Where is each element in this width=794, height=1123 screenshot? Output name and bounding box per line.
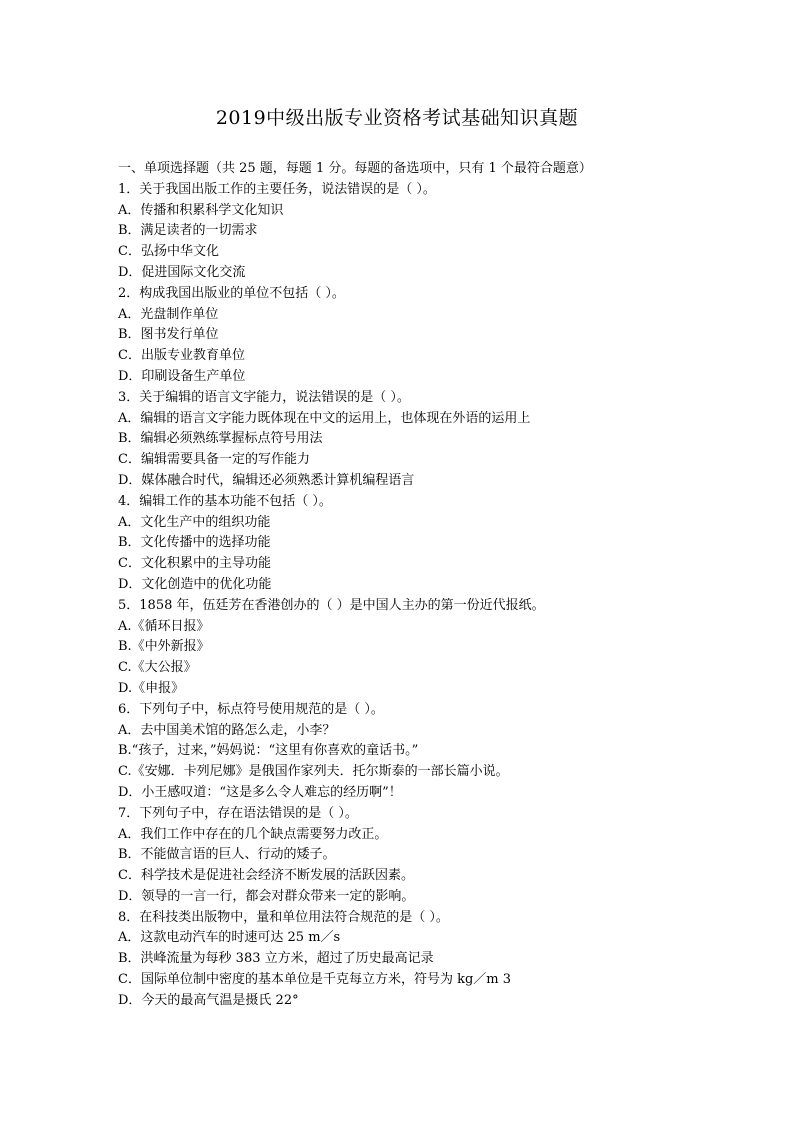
question-line: B.《中外新报》 bbox=[118, 639, 210, 655]
question-line: D．小王感叹道：“这是多么令人难忘的经历啊”！ bbox=[118, 784, 402, 800]
question-line: A．去中国美术馆的路怎么走，小李？ bbox=[118, 722, 336, 738]
question-line: 1．关于我国出版工作的主要任务，说法错误的是（ ）。 bbox=[118, 181, 436, 197]
question-line: B．满足读者的一切需求 bbox=[118, 223, 258, 239]
question-line: A．编辑的语言文字能力既体现在中文的运用上，也体现在外语的运用上 bbox=[118, 410, 531, 426]
question-line: B．文化传播中的选择功能 bbox=[118, 535, 271, 551]
question-line: 8．在科技类出版物中，量和单位用法符合规范的是（ ）。 bbox=[118, 909, 449, 925]
question-line: C．出版专业教育单位 bbox=[118, 348, 245, 364]
question-line: B．编辑必须熟练掌握标点符号用法 bbox=[118, 431, 323, 447]
question-line: A.《循环日报》 bbox=[118, 618, 210, 634]
question-line: C．文化积累中的主导功能 bbox=[118, 556, 271, 572]
question-line: 3．关于编辑的语言文字能力，说法错误的是（ ）。 bbox=[118, 389, 410, 405]
question-line: 6．下列句子中，标点符号使用规范的是（ ）。 bbox=[118, 701, 384, 717]
question-line: B.“孩子，过来，”妈妈说：“这里有你喜欢的童话书。” bbox=[118, 743, 419, 759]
section-heading: 一、单项选择题（共 25 题，每题 1 分。每题的备选项中，只有 1 个最符合题意） bbox=[118, 161, 592, 176]
question-line: D．印刷设备生产单位 bbox=[118, 368, 246, 384]
question-line: A．我们工作中存在的几个缺点需要努力改正。 bbox=[118, 826, 388, 842]
question-line: C．弘扬中华文化 bbox=[118, 244, 219, 260]
question-line: A．文化生产中的组织功能 bbox=[118, 514, 271, 530]
question-line: C．编辑需要具备一定的写作能力 bbox=[118, 452, 310, 468]
question-line: C．国际单位制中密度的基本单位是千克每立方米，符号为 kg／m 3 bbox=[118, 972, 512, 988]
question-line: B．不能做言语的巨人、行动的矮子。 bbox=[118, 847, 336, 863]
question-line: C．科学技术是促进社会经济不断发展的活跃因素。 bbox=[118, 868, 414, 884]
document-title: 2019中级出版专业资格考试基础知识真题 bbox=[215, 107, 579, 129]
question-line: B．洪峰流量为每秒 383 立方米，超过了历史最高记录 bbox=[118, 951, 434, 967]
question-line: 5．1858 年，伍廷芳在香港创办的（ ）是中国人主办的第一份近代报纸。 bbox=[118, 597, 545, 613]
question-list bbox=[118, 159, 758, 1012]
question-line: A．这款电动汽车的时速可达 25 m／s bbox=[118, 930, 341, 946]
question-line: 7．下列句子中，存在语法错误的是（ ）。 bbox=[118, 805, 358, 821]
question-line: D．媒体融合时代，编辑还必须熟悉计算机编程语言 bbox=[118, 472, 415, 488]
question-line: D.《申报》 bbox=[118, 680, 185, 696]
question-line: D．领导的一言一行，都会对群众带来一定的影响。 bbox=[118, 888, 415, 904]
question-line: A．光盘制作单位 bbox=[118, 306, 219, 322]
question-line: B．图书发行单位 bbox=[118, 327, 219, 343]
question-line: D．今天的最高气温是摄氏 22° bbox=[118, 992, 299, 1008]
question-line: D．促进国际文化交流 bbox=[118, 264, 246, 280]
question-line: A．传播和积累科学文化知识 bbox=[118, 202, 284, 218]
question-line: 2．构成我国出版业的单位不包括（ ）。 bbox=[118, 285, 345, 301]
question-line: C.《大公报》 bbox=[118, 660, 197, 676]
question-line: C.《安娜．卡列尼娜》是俄国作家列夫．托尔斯泰的一部长篇小说。 bbox=[118, 764, 509, 780]
question-line: 4．编辑工作的基本功能不包括（ ）。 bbox=[118, 493, 332, 509]
question-line: D．文化创造中的优化功能 bbox=[118, 576, 272, 592]
